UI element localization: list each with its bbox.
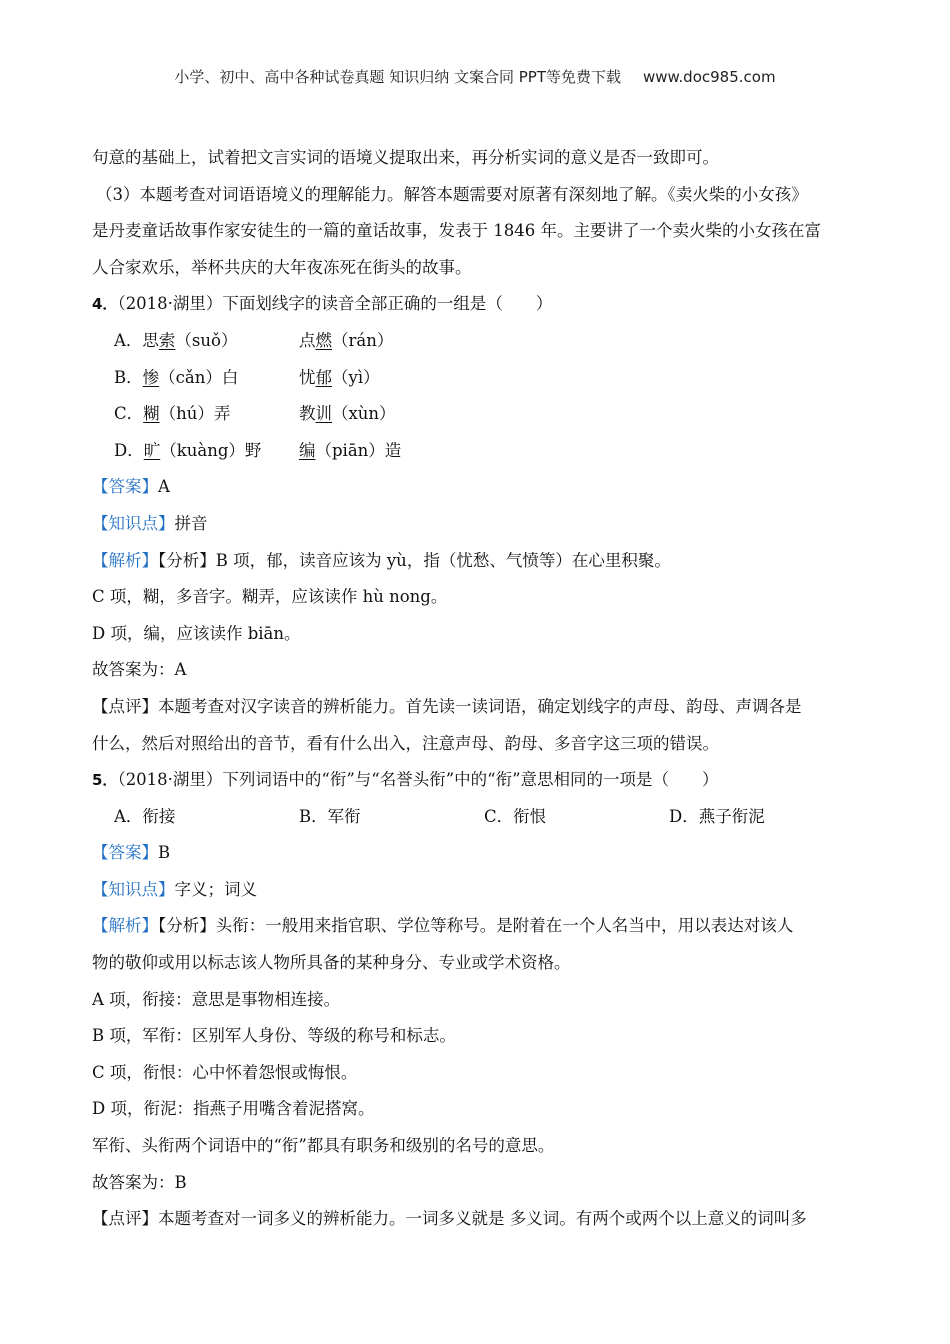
option-letter: C．: [114, 404, 144, 424]
intro-line-1: 句意的基础上，试着把文言实词的语境义提取出来，再分析实词的意义是否一致即可。: [92, 148, 719, 167]
intro-line-3: 是丹麦童话故事作家安徒生的一篇的童话故事，发表于 1846 年。主要讲了一个卖火柴的小女孩在富: [92, 221, 821, 241]
underlined-char: 索: [158, 330, 176, 350]
q4-stem-text: （2018·湖里）下面划线字的读音全部正确的一组是（ ）: [117, 294, 553, 314]
pinyin: （kuàng）野: [160, 440, 262, 460]
q5-options: [92, 799, 872, 836]
q5-option-d: D．燕子衔泥: [669, 806, 765, 826]
underlined-char: 编: [299, 440, 316, 460]
q4-comment-line: 什么，然后对照给出的音节，看有什么出入，注意声母、韵母、多音字这三项的错误。: [92, 733, 719, 753]
q5-comment: [92, 1201, 872, 1238]
q5-number: 5．: [92, 771, 118, 790]
q4-option-c: [92, 396, 872, 433]
q5-analysis-line: [92, 908, 872, 945]
q5-stem-text: （2018·湖里）下列词语中的“衔”与“名誉头衔”中的“衔”意思相同的一项是（ ）: [117, 770, 719, 790]
pinyin: （cǎn）白: [159, 367, 239, 387]
q4-option-a: [92, 323, 872, 360]
q5-analysis-line: D 项，衔泥：指燕子用嘴含着泥搭窝。: [92, 1099, 375, 1119]
q5-answer: [92, 835, 872, 872]
q4-analysis-line: D 项，编，应该读作 biān。: [92, 623, 301, 643]
answer-value: A: [158, 477, 170, 497]
q5-analysis-line: C 项，衔恨：心中怀着怨恨或悔恨。: [92, 1062, 358, 1082]
underlined-char: 惨: [142, 367, 160, 387]
q4-final-answer: 故答案为：A: [92, 660, 187, 680]
underlined-char: 训: [315, 404, 332, 424]
q5-final-answer: 故答案为：B: [92, 1172, 187, 1192]
q5-analysis-line: B 项，军衔：区别军人身份、等级的称号和标志。: [92, 1026, 456, 1046]
q4-analysis-line: C 项，糊，多音字。糊弄，应该读作 hù nong。: [92, 587, 448, 607]
answer-label: 【答案】: [92, 843, 158, 863]
knowledge-value: 拼音: [174, 513, 208, 533]
comment-label: 【点评】: [92, 696, 158, 716]
q4-option-d: [92, 433, 872, 470]
header-text: 小学、初中、高中各种试卷真题 知识归纳 文案合同 PPT等免费下载: [174, 68, 621, 86]
page-header: [0, 66, 950, 87]
word-part: 思: [142, 330, 159, 350]
answer-value: B: [158, 843, 171, 863]
underlined-char: 旷: [143, 440, 161, 460]
comment-text: 本题考查对一词多义的辨析能力。一词多义就是 多义词。有两个或两个以上意义的词叫多: [158, 1209, 807, 1229]
analysis-text: 【分析】头衔：一般用来指官职、学位等称号。是附着在一个人名当中，用以表达对该人: [158, 916, 794, 936]
underlined-char: 糊: [143, 404, 160, 424]
knowledge-label: 【知识点】: [92, 879, 175, 899]
underlined-char: 郁: [315, 367, 332, 387]
header-site: www.doc985.com: [642, 68, 776, 86]
analysis-label: 【解析】: [92, 916, 158, 936]
q4-stem: [92, 286, 872, 323]
pinyin: （suǒ）: [175, 330, 238, 350]
q4-analysis-line: [92, 543, 872, 580]
q5-stem: [92, 762, 872, 799]
q5-analysis-line: 物的敬仰或用以标志该人物所具备的某种身分、专业或学术资格。: [92, 953, 571, 973]
analysis-label: 【解析】: [92, 550, 158, 570]
intro-line-4: 人合家欢乐，举杯共庆的大年夜冻死在街头的故事。: [92, 257, 472, 277]
q4-number: 4．: [92, 295, 118, 314]
comment-label: 【点评】: [92, 1209, 158, 1229]
pinyin: （rán）: [332, 330, 394, 350]
option-letter: D．: [114, 440, 144, 460]
knowledge-label: 【知识点】: [92, 513, 175, 533]
q4-knowledge: [92, 506, 872, 543]
intro-line-2: （3）本题考查对词语语境义的理解能力。解答本题需要对原著有深刻地了解。《卖火柴的小女孩》: [96, 184, 808, 204]
q5-option-b: B．军衔: [299, 806, 361, 826]
q4-answer: [92, 469, 872, 506]
document-body: [92, 140, 872, 1238]
word-part: 忧: [299, 367, 316, 387]
option-letter: A．: [114, 330, 143, 350]
analysis-text: 【分析】B 项，郁，读音应该为 yù，指（忧愁、气愤等）在心里积聚。: [158, 550, 671, 570]
q5-option-c: C．衔恨: [484, 806, 547, 826]
pinyin: （hú）弄: [159, 404, 231, 424]
answer-label: 【答案】: [92, 477, 158, 497]
word-part: 点: [299, 330, 316, 350]
pinyin: （piān）造: [315, 440, 402, 460]
underlined-char: 燃: [315, 330, 332, 350]
q5-analysis-line: 军衔、头衔两个词语中的“衔”都具有职务和级别的名号的意思。: [92, 1136, 555, 1156]
pinyin: （yì）: [332, 367, 380, 387]
q5-analysis-line: A 项，衔接：意思是事物相连接。: [92, 989, 341, 1009]
q5-option-a: A．衔接: [114, 806, 176, 826]
option-letter: B．: [114, 367, 143, 387]
knowledge-value: 字义；词义: [174, 879, 257, 899]
word-part: 教: [299, 404, 316, 424]
pinyin: （xùn）: [332, 404, 396, 424]
q5-knowledge: [92, 872, 872, 909]
q4-comment: [92, 689, 872, 726]
q4-option-b: [92, 360, 872, 397]
comment-text: 本题考查对汉字读音的辨析能力。首先读一读词语，确定划线字的声母、韵母、声调各是: [158, 696, 802, 716]
